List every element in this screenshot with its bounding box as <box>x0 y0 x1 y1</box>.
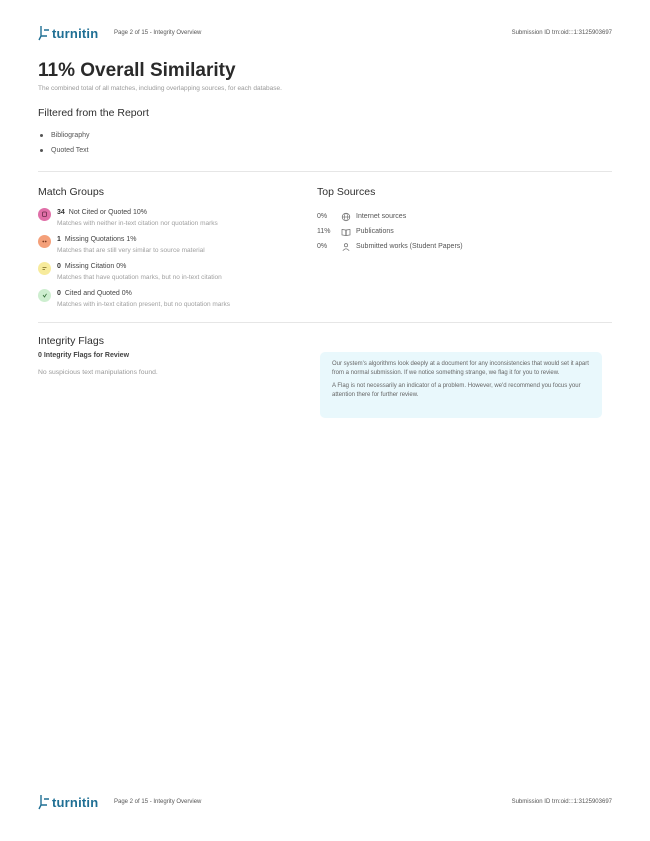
match-group-cited-quoted <box>38 289 298 316</box>
match-group-missing-citation <box>38 262 298 289</box>
filtered-list <box>40 128 90 158</box>
source-row-internet <box>317 209 463 224</box>
page-subtitle: The combined total of all matches, including overlapping sources, for each database. <box>38 85 282 92</box>
submission-id: Submission ID trn:oid:::1:3125903697 <box>511 799 612 805</box>
match-group-missing-quotations <box>38 235 298 262</box>
match-description: Matches with neither in-text citation nor quotation marks <box>57 220 218 227</box>
match-label: Missing Citation 0% <box>64 263 127 270</box>
match-label: Not Cited or Quoted 10% <box>68 209 148 216</box>
source-percent: 0% <box>317 243 328 250</box>
match-count: 0 <box>57 263 61 270</box>
match-groups-list <box>38 208 298 316</box>
filtered-heading: Filtered from the Report <box>38 107 149 119</box>
source-label: Publications <box>356 228 394 235</box>
source-percent: 11% <box>317 228 331 235</box>
match-label: Cited and Quoted 0% <box>64 290 132 297</box>
submission-id: Submission ID trn:oid:::1:3125903697 <box>511 30 612 36</box>
flags-info-box <box>320 352 602 418</box>
source-label: Submitted works (Student Papers) <box>356 243 463 250</box>
page-info: Page 2 of 15 - Integrity Overview <box>114 30 202 36</box>
top-sources-heading: Top Sources <box>317 186 376 198</box>
info-paragraph: Our system's algorithms look deeply at a document for any inconsistencies that would set it apart from a normal submission. If we notice something strange, we flag it for you to review. <box>332 361 589 376</box>
match-count: 0 <box>57 290 61 297</box>
globe-icon <box>341 212 356 222</box>
filtered-item-label: Bibliography <box>51 132 90 139</box>
match-description: Matches that are still very similar to source material <box>57 247 205 254</box>
source-row-submitted <box>317 239 463 254</box>
turnitin-logo-icon <box>38 794 50 810</box>
source-label: Internet sources <box>356 213 407 220</box>
filtered-item-label: Quoted Text <box>51 147 89 154</box>
info-paragraph: A Flag is not necessarily an indicator of a problem. However, we'd recommend you focus your attention there for further review. <box>332 383 581 398</box>
turnitin-logo <box>38 794 114 810</box>
match-description: Matches with in-text citation present, but no quotation marks <box>57 301 231 308</box>
book-icon <box>341 227 356 237</box>
turnitin-logo <box>38 25 114 41</box>
section-divider <box>38 322 612 323</box>
page-header <box>38 25 612 41</box>
source-row-publications <box>317 224 463 239</box>
section-divider <box>38 171 612 172</box>
logo-text: turnitin <box>52 25 99 41</box>
page-footer <box>38 794 612 810</box>
logo-text: turnitin <box>52 794 99 810</box>
flags-none-text: No suspicious text manipulations found. <box>38 369 158 376</box>
source-percent: 0% <box>317 213 328 220</box>
lines-icon <box>38 262 51 275</box>
match-description: Matches that have quotation marks, but no in-text citation <box>57 274 222 281</box>
match-groups-heading: Match Groups <box>38 186 104 198</box>
integrity-flags-heading: Integrity Flags <box>38 335 104 347</box>
turnitin-logo-icon <box>38 25 50 41</box>
filtered-item <box>40 143 90 158</box>
check-icon <box>38 289 51 302</box>
match-group-not-cited <box>38 208 298 235</box>
match-count: 34 <box>57 209 65 216</box>
bullet-icon <box>40 149 43 152</box>
quote-icon <box>38 235 51 248</box>
top-sources-list <box>317 209 463 254</box>
flags-count: 0 Integrity Flags for Review <box>38 352 130 359</box>
bubble-icon <box>38 208 51 221</box>
match-count: 1 <box>57 236 61 243</box>
match-label: Missing Quotations 1% <box>64 236 137 243</box>
filtered-item <box>40 128 90 143</box>
page-title: 11% Overall Similarity <box>38 60 236 81</box>
person-icon <box>341 242 356 252</box>
bullet-icon <box>40 134 43 137</box>
page-info: Page 2 of 15 - Integrity Overview <box>114 799 202 805</box>
